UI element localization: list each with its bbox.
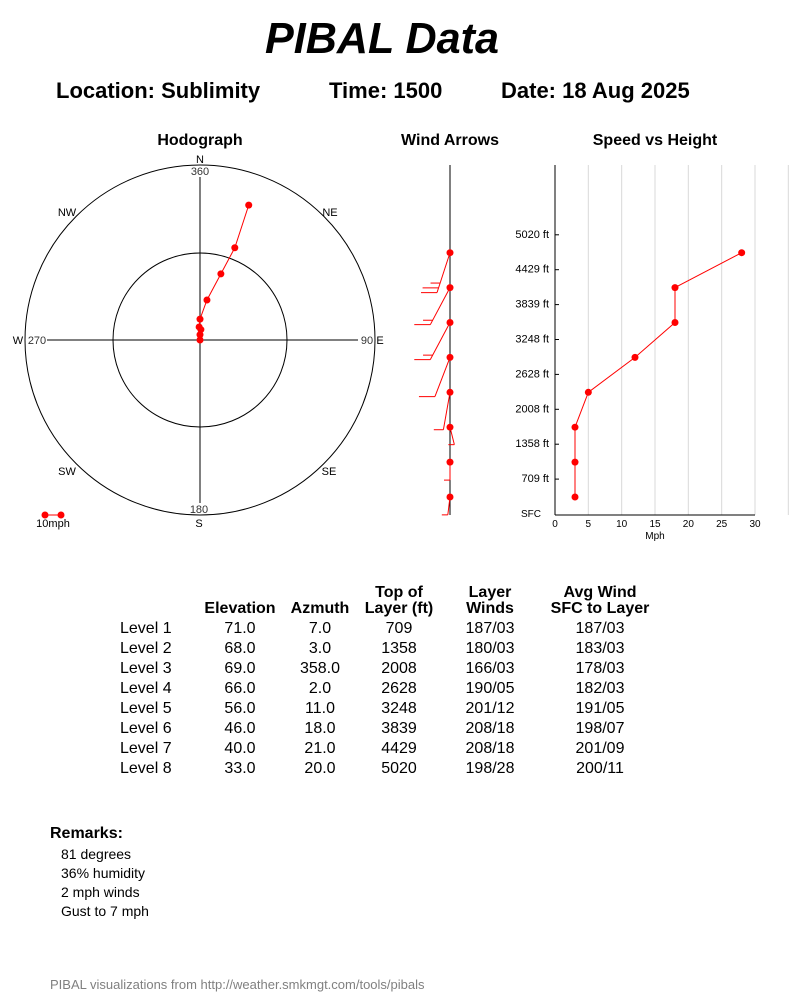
cell-elevation: 69.0 xyxy=(224,660,256,677)
speed-point xyxy=(738,249,745,256)
speed-x-tick: 20 xyxy=(682,519,694,530)
degree-270: 270 xyxy=(27,335,47,347)
speed-point xyxy=(572,459,579,466)
hodograph-marks xyxy=(196,202,253,344)
speed-point xyxy=(672,319,679,326)
cell-top: 2628 xyxy=(381,680,417,697)
scale-bar-label: 10mph xyxy=(36,518,70,530)
cell-top: 709 xyxy=(385,620,413,637)
page-title: PIBAL Data xyxy=(264,14,500,63)
cell-avg-wind: 198/07 xyxy=(575,720,625,737)
cell-elevation: 68.0 xyxy=(224,640,256,657)
speed-point xyxy=(572,424,579,431)
speed-x-label: Mph xyxy=(645,531,665,542)
hodograph-point xyxy=(203,296,210,303)
hodograph xyxy=(13,154,384,530)
cell-layer-winds: 187/03 xyxy=(465,620,515,637)
wind-arrows xyxy=(414,165,454,515)
hodograph-point xyxy=(197,316,204,323)
date-label: Date: 18 Aug 2025 xyxy=(501,78,690,103)
cell-elevation: 46.0 xyxy=(224,720,256,737)
wind-level-point xyxy=(447,389,454,396)
speed-x-tick: 0 xyxy=(552,519,558,530)
wind-level-point xyxy=(447,249,454,256)
cell-layer-winds: 180/03 xyxy=(465,640,515,657)
row-label: Level 1 xyxy=(120,620,172,637)
row-label: Level 2 xyxy=(120,640,172,657)
header-avg-line1: Avg Wind xyxy=(563,584,637,601)
remark-item: 2 mph winds xyxy=(61,884,140,900)
cell-azimuth: 2.0 xyxy=(308,680,332,697)
cell-azimuth: 3.0 xyxy=(308,640,332,657)
hodograph-point xyxy=(196,323,203,330)
speed-point xyxy=(585,389,592,396)
cell-elevation: 56.0 xyxy=(224,700,256,717)
speed-y-tick: 3248 ft xyxy=(515,333,549,346)
remark-item: 81 degrees xyxy=(61,846,132,862)
wind-level-point xyxy=(447,494,454,501)
cell-layer-winds: 166/03 xyxy=(465,660,515,677)
cell-elevation: 33.0 xyxy=(224,760,256,777)
wind-barb-staff xyxy=(430,288,450,325)
speed-y-tick: 5020 ft xyxy=(515,228,549,241)
cell-azimuth: 20.0 xyxy=(304,760,336,777)
cell-layer-winds: 208/18 xyxy=(465,720,515,737)
remarks-title: Remarks: xyxy=(50,825,123,842)
hodograph-point xyxy=(231,244,238,251)
compass-n: N xyxy=(196,154,204,166)
row-label: Level 5 xyxy=(120,700,172,717)
compass-se: SE xyxy=(321,466,337,478)
speed-x-tick: 15 xyxy=(649,519,661,530)
header-elevation: Elevation xyxy=(204,600,276,617)
cell-top: 4429 xyxy=(381,740,417,757)
cell-azimuth: 358.0 xyxy=(299,660,341,677)
speed-vs-height xyxy=(515,165,788,542)
speed-x-tick: 10 xyxy=(616,519,628,530)
compass-e: E xyxy=(376,335,384,347)
row-label: Level 8 xyxy=(120,760,172,777)
cell-avg-wind: 187/03 xyxy=(575,620,625,637)
header-top-line2: Layer (ft) xyxy=(364,600,434,617)
cell-avg-wind: 182/03 xyxy=(575,680,625,697)
compass-w: W xyxy=(12,335,24,347)
footer-credit: PIBAL visualizations from http://weather.smkmgt.com/tools/pibals xyxy=(50,977,425,992)
cell-azimuth: 11.0 xyxy=(305,700,335,717)
compass-s: S xyxy=(195,518,203,530)
cell-top: 2008 xyxy=(381,660,417,677)
cell-avg-wind: 201/09 xyxy=(575,740,625,757)
cell-azimuth: 18.0 xyxy=(304,720,336,737)
speed-y-tick: 709 ft xyxy=(521,473,549,486)
wind-level-point xyxy=(447,424,454,431)
speed-y-tick: 2628 ft xyxy=(515,368,549,381)
hodograph-point xyxy=(245,202,252,209)
cell-avg-wind: 183/03 xyxy=(575,640,625,657)
speed-x-tick: 5 xyxy=(585,519,592,530)
cell-azimuth: 21.0 xyxy=(304,740,336,757)
cell-azimuth: 7.0 xyxy=(308,620,332,637)
speed-point xyxy=(672,284,679,291)
row-label: Level 3 xyxy=(120,660,172,677)
hodograph-point xyxy=(217,270,224,277)
cell-layer-winds: 201/12 xyxy=(465,700,515,717)
speed-y-tick: 2008 ft xyxy=(515,403,549,416)
row-label: Level 6 xyxy=(120,720,172,737)
wind-barb-marks xyxy=(414,249,454,515)
wind-barb-staff xyxy=(430,323,450,360)
header-layer-line1: Layer xyxy=(468,584,512,601)
remark-item: 36% humidity xyxy=(61,865,146,881)
degree-360: 360 xyxy=(190,166,210,178)
time-label: Time: 1500 xyxy=(329,78,443,103)
header-top-line1: Top of xyxy=(375,584,423,601)
degree-180: 180 xyxy=(189,504,209,516)
cell-top: 3839 xyxy=(381,720,417,737)
cell-elevation: 71.0 xyxy=(224,620,256,637)
wind-level-point xyxy=(447,459,454,466)
speed-y-tick: 3839 ft xyxy=(515,298,549,311)
wind-arrows-title: Wind Arrows xyxy=(401,132,499,149)
hodograph-title: Hodograph xyxy=(157,132,243,149)
header-avg-line2: SFC to Layer xyxy=(550,600,650,617)
speed-point xyxy=(632,354,639,361)
speed-x-tick: 25 xyxy=(716,519,728,530)
wind-level-point xyxy=(447,284,454,291)
cell-layer-winds: 190/05 xyxy=(465,680,515,697)
speed-height-title: Speed vs Height xyxy=(592,132,718,149)
speed-y-tick: 1358 ft xyxy=(515,438,549,451)
header-layer-line2: Winds xyxy=(466,600,514,617)
cell-elevation: 66.0 xyxy=(224,680,256,697)
compass-sw: SW xyxy=(58,466,76,478)
speed-point xyxy=(572,494,579,501)
row-label: Level 7 xyxy=(120,740,172,757)
speed-y-tick: SFC xyxy=(521,509,541,520)
compass-ne: NE xyxy=(322,207,338,219)
cell-top: 5020 xyxy=(381,760,417,777)
wind-level-point xyxy=(447,354,454,361)
speed-line xyxy=(575,253,742,497)
cell-avg-wind: 178/03 xyxy=(575,660,625,677)
speed-y-tick: 4429 ft xyxy=(515,263,549,276)
cell-elevation: 40.0 xyxy=(224,740,256,757)
speed-grid xyxy=(588,165,788,515)
row-label: Level 4 xyxy=(120,680,172,697)
cell-layer-winds: 198/28 xyxy=(465,760,515,777)
speed-ticks xyxy=(515,229,761,530)
header-azimuth: Azmuth xyxy=(290,600,350,617)
location-label: Location: Sublimity xyxy=(56,78,261,103)
cell-avg-wind: 191/05 xyxy=(575,700,625,717)
cell-top: 3248 xyxy=(381,700,417,717)
compass-nw: NW xyxy=(57,207,77,219)
remark-item: Gust to 7 mph xyxy=(61,903,149,919)
wind-level-point xyxy=(447,319,454,326)
speed-marks xyxy=(572,249,746,500)
cell-layer-winds: 208/18 xyxy=(465,740,515,757)
speed-x-tick: 30 xyxy=(749,519,761,530)
cell-avg-wind: 200/11 xyxy=(576,760,624,777)
degree-90: 90 xyxy=(360,335,374,347)
cell-top: 1358 xyxy=(381,640,417,657)
